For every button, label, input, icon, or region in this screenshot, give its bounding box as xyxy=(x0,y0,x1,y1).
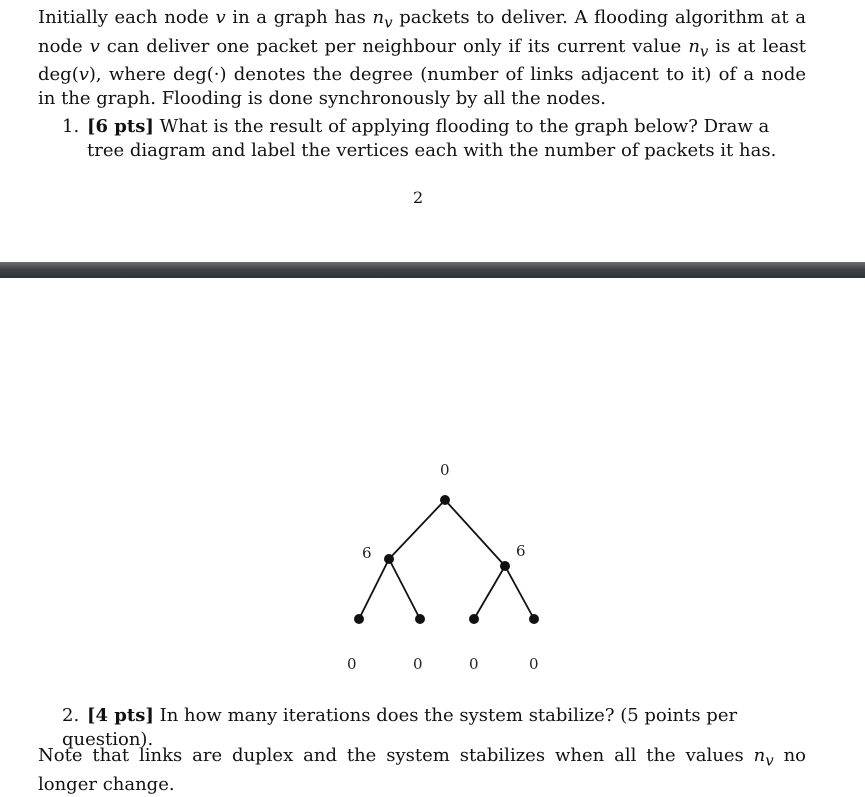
label-root: 0 xyxy=(440,461,450,479)
var-n-sub: v xyxy=(765,751,774,770)
label-leaf-2: 0 xyxy=(413,655,423,673)
page-number: 2 xyxy=(413,188,424,207)
var-v: v xyxy=(78,64,89,86)
intro-text-5: is at least deg( xyxy=(38,35,806,86)
intro-text-3: packets to deliver. A flooding algorithm at a node xyxy=(38,7,806,57)
var-n-sub: v xyxy=(699,42,709,61)
edge-left-leaf-2 xyxy=(389,559,420,619)
question-1-number: 1. xyxy=(62,116,80,137)
var-n: n xyxy=(688,35,700,57)
edge-right-leaf-3 xyxy=(474,566,505,619)
note-text-2: no longer change. xyxy=(38,745,807,795)
node-leaf-2 xyxy=(415,614,425,624)
node-leaf-1 xyxy=(354,614,364,624)
question-2-text: In how many iterations does the system stabilize? (5 points per question). xyxy=(62,705,738,750)
label-right: 6 xyxy=(516,542,526,560)
node-left xyxy=(384,554,394,564)
intro-text-1: Initially each node xyxy=(38,7,216,28)
edge-root-left xyxy=(389,500,445,559)
edge-left-leaf-1 xyxy=(359,559,389,619)
edge-root-right xyxy=(445,500,505,566)
var-n: n xyxy=(753,745,766,766)
edge-right-leaf-4 xyxy=(505,566,534,619)
note-paragraph xyxy=(38,744,806,797)
question-2-points: [4 pts] xyxy=(87,705,154,726)
intro-text-6: ), where deg(·) denotes the degree (number of links adjacent to it) of a node in the graph. Flooding is done synchronously by all the nodes. xyxy=(38,64,806,110)
question-1-points: [6 pts] xyxy=(87,116,154,137)
var-n: n xyxy=(372,7,385,28)
node-leaf-4 xyxy=(529,614,539,624)
var-v: v xyxy=(89,35,100,57)
note-text-1: Note that links are duplex and the system stabilizes when all the values xyxy=(38,745,754,766)
question-1-text: What is the result of applying flooding to the graph below? Draw a tree diagram and label the vertices each with the number of packets it has. xyxy=(87,116,777,161)
label-leaf-3: 0 xyxy=(469,655,479,673)
label-left: 6 xyxy=(362,544,372,562)
var-n-sub: v xyxy=(384,13,393,32)
label-leaf-1: 0 xyxy=(347,655,357,673)
node-right xyxy=(500,561,510,571)
node-leaf-3 xyxy=(469,614,479,624)
question-2-number: 2. xyxy=(62,705,80,726)
intro-text-2: in a graph has xyxy=(225,7,373,28)
intro-text-4: can deliver one packet per neighbour only if its current value xyxy=(99,35,689,57)
var-v: v xyxy=(215,7,226,28)
node-root xyxy=(440,495,450,505)
label-leaf-4: 0 xyxy=(529,655,539,673)
